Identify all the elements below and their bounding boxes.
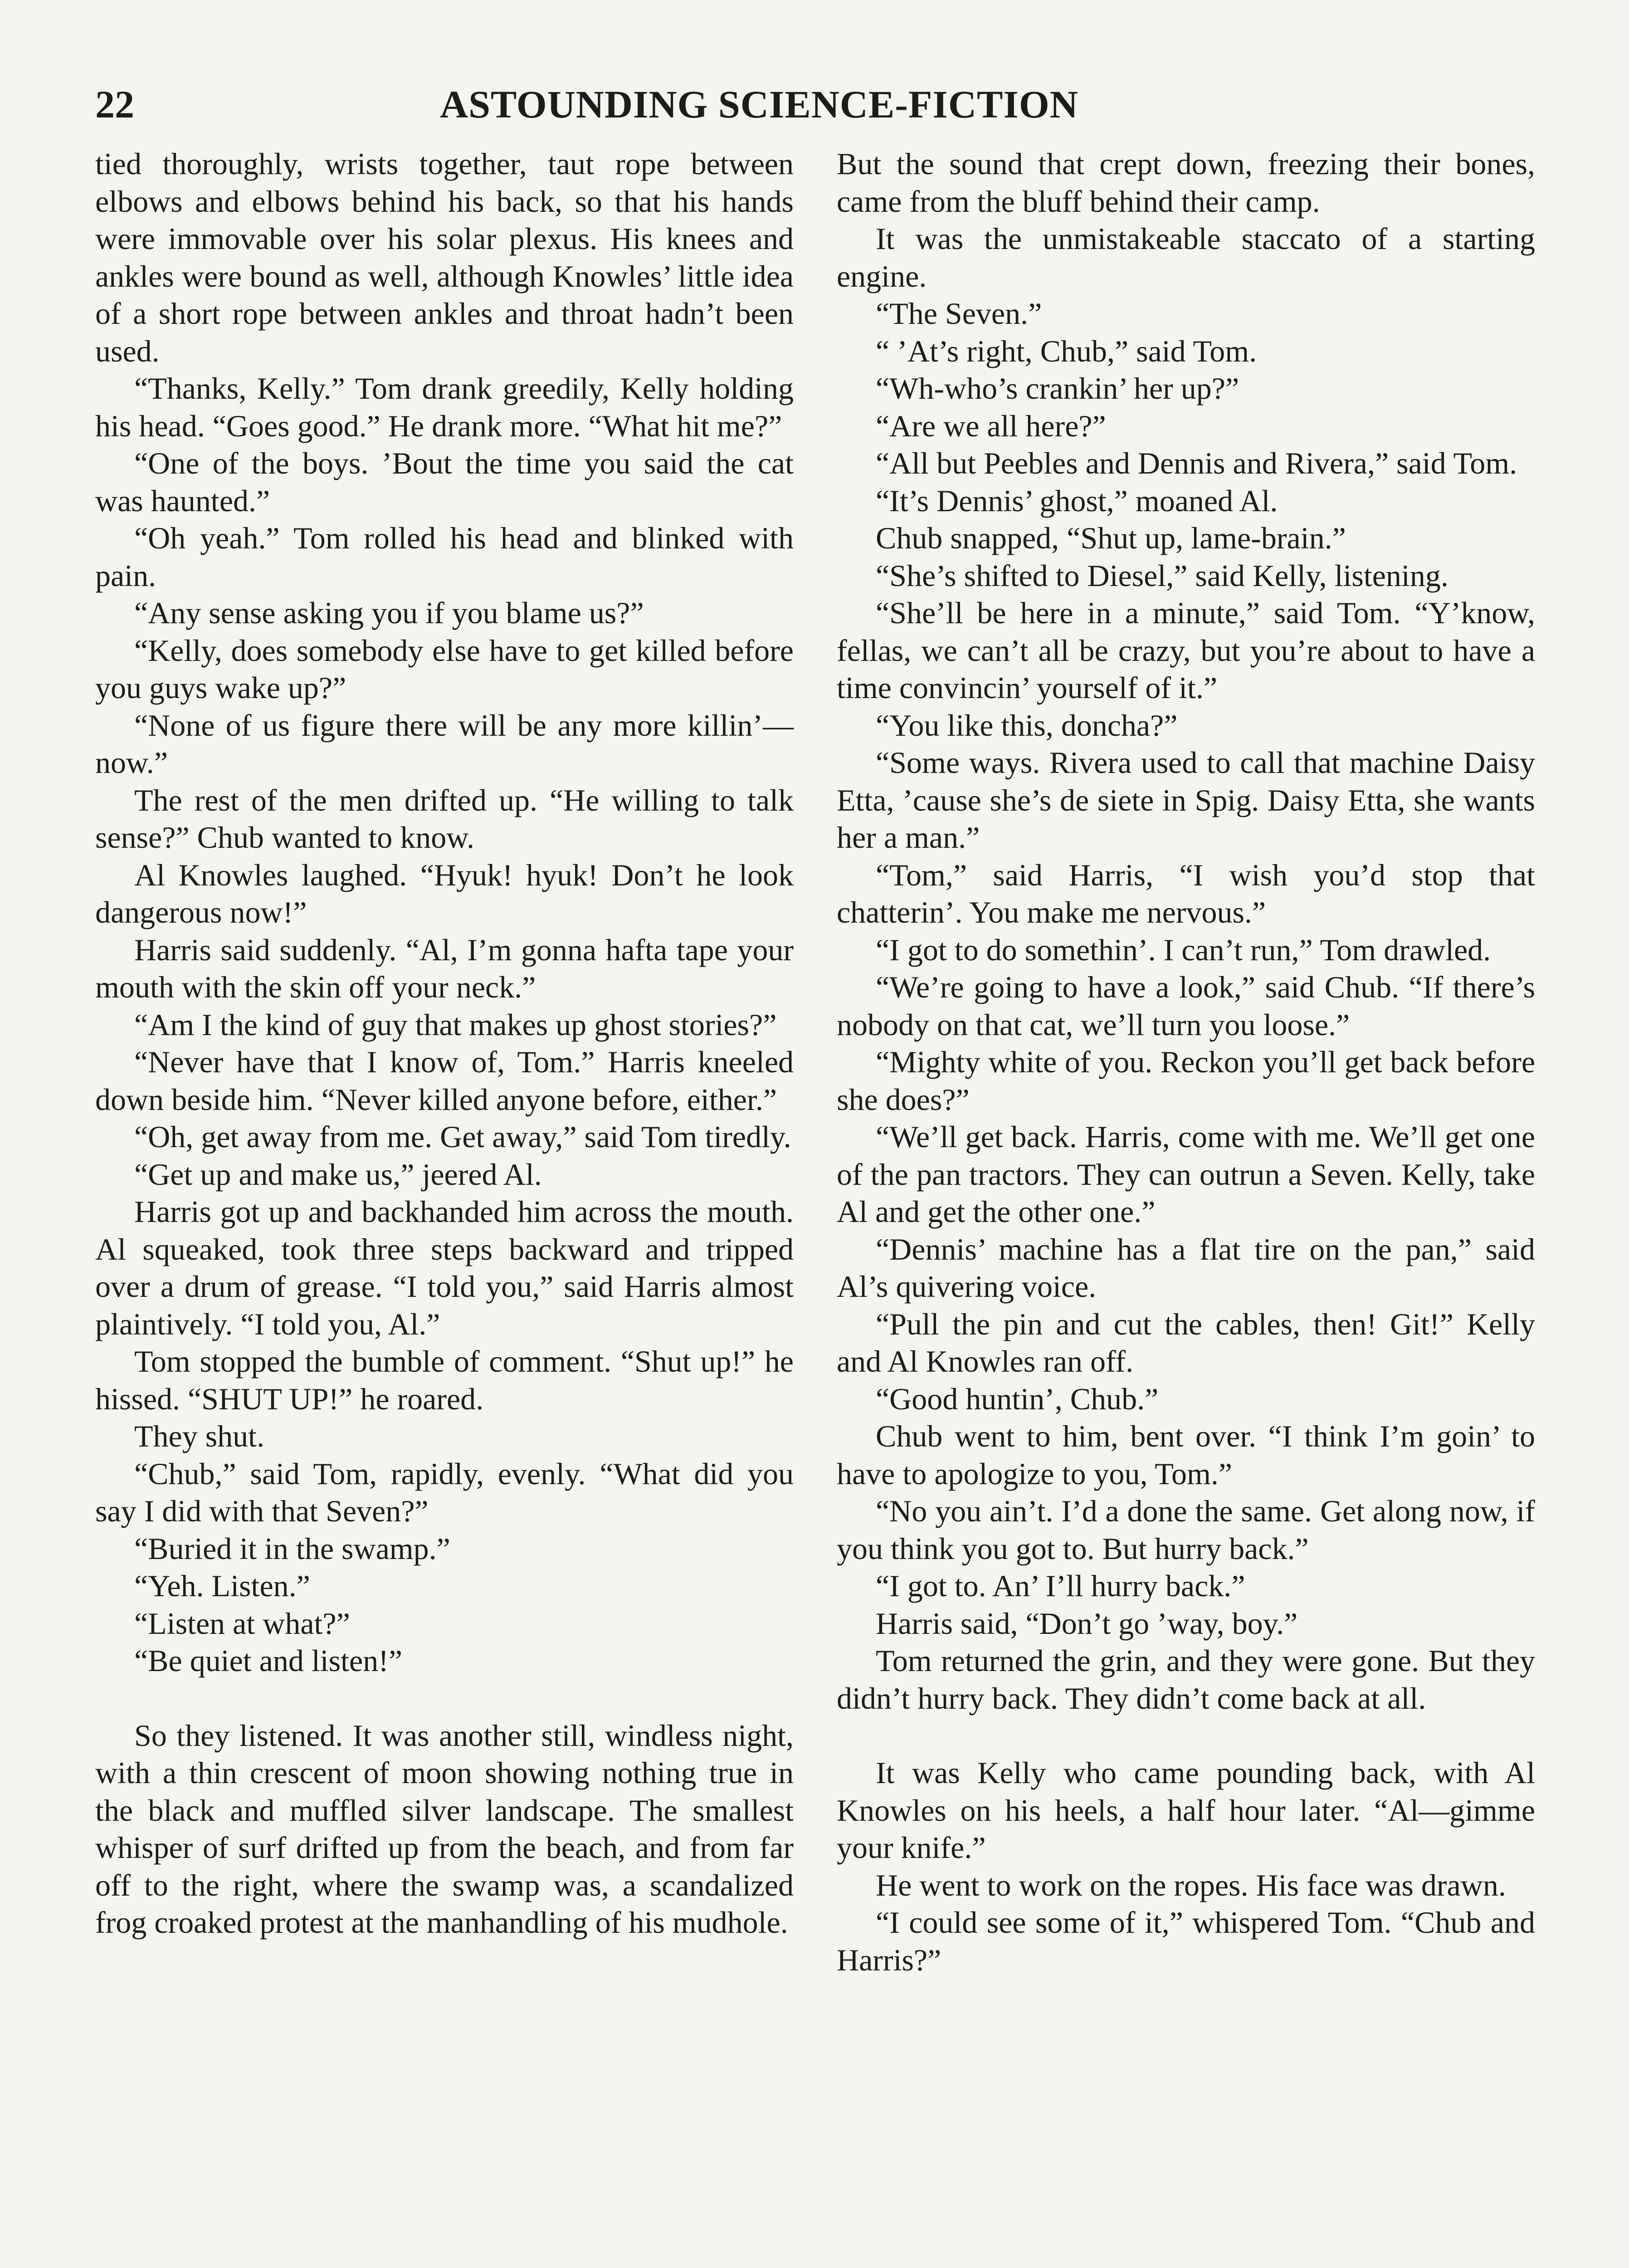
paragraph: tied thoroughly, wrists together, taut rope between elbows and elbows behind his back, so that his hands were immovable over his solar plexus. His knees and ankles were bound as well, although Knowles’ little idea of a short rope between ankles and throat hadn’t been used. xyxy=(95,147,794,368)
paragraph: “I could see some of it,” whispered Tom. “Chub and Harris?” xyxy=(837,1905,1535,1977)
paragraph: “Listen at what?” xyxy=(134,1606,350,1641)
paragraph: “Kelly, does somebody else have to get killed before you guys wake up?” xyxy=(95,633,794,705)
paragraph: He went to work on the ropes. His face was drawn. xyxy=(876,1867,1506,1902)
paragraph: Tom stopped the bumble of comment. “Shut up!” he hissed. “SHUT UP!” he roared. xyxy=(95,1344,794,1416)
paragraph: Harris said suddenly. “Al, I’m gonna hafta tape your mouth with the skin off your neck.” xyxy=(95,932,794,1004)
paragraph: Harris said, “Don’t go ’way, boy.” xyxy=(876,1606,1298,1641)
paragraph: “Buried it in the swamp.” xyxy=(134,1531,450,1566)
paragraph: “She’ll be here in a minute,” said Tom. “Y’know, fellas, we can’t all be crazy, but you’re about to have a time convincin’ yourself of it.” xyxy=(837,596,1535,705)
paragraph: “Pull the pin and cut the cables, then! Git!” Kelly and Al Knowles ran off. xyxy=(837,1306,1535,1378)
running-head: ASTOUNDING SCIENCE-FICTION xyxy=(440,83,1078,126)
paragraph: “Thanks, Kelly.” Tom drank greedily, Kelly holding his head. “Goes good.” He drank more. “What hit me?” xyxy=(95,371,794,443)
paragraph: “Oh yeah.” Tom rolled his head and blinked with pain. xyxy=(95,521,794,593)
paragraph: “Good huntin’, Chub.” xyxy=(876,1381,1159,1416)
paragraph: Harris got up and backhanded him across the mouth. Al squeaked, took three steps backward and tripped over a drum of grease. “I told you,” said Harris almost plaintively. “I told you, Al.” xyxy=(95,1194,794,1341)
paragraph: “Chub,” said Tom, rapidly, evenly. “What did you say I did with that Seven?” xyxy=(95,1456,794,1528)
paragraph: It was Kelly who came pounding back, with Al Knowles on his heels, a half hour later. “Al—gimme your knife.” xyxy=(837,1755,1535,1865)
paragraph: So they listened. It was another still, windless night, with a thin crescent of moon showing nothing true in the black and muffled silver landscape. The smallest whisper of surf drifted up from the beach, and from far off to the right, where the swamp was, a scandalized frog croaked protest at the manhandling of his mudhole. xyxy=(95,1718,794,1940)
paragraph: “You like this, doncha?” xyxy=(876,708,1178,743)
section-break xyxy=(95,1680,794,1717)
paragraph: “Tom,” said Harris, “I wish you’d stop that chatterin’. You make me nervous.” xyxy=(837,857,1535,929)
section-break xyxy=(837,1717,1535,1754)
paragraph: “All but Peebles and Dennis and Rivera,” said Tom. xyxy=(876,446,1517,480)
paragraph: “One of the boys. ’Bout the time you said the cat was haunted.” xyxy=(95,446,794,518)
paragraph: “ ’At’s right, Chub,” said Tom. xyxy=(876,333,1257,368)
paragraph: “Wh-who’s crankin’ her up?” xyxy=(876,371,1239,406)
paragraph: “Dennis’ machine has a flat tire on the pan,” said Al’s quivering voice. xyxy=(837,1232,1535,1304)
paragraph: Chub snapped, “Shut up, lame-brain.” xyxy=(876,521,1346,555)
paragraph: “Never have that I know of, Tom.” Harris kneeled down beside him. “Never killed anyone before, either.” xyxy=(95,1045,794,1117)
paragraph: “Oh, get away from me. Get away,” said Tom tiredly. xyxy=(134,1119,791,1154)
paragraph: “Yeh. Listen.” xyxy=(134,1569,310,1603)
left-column xyxy=(95,145,794,1941)
paragraph: “We’re going to have a look,” said Chub. “If there’s nobody on that cat, we’ll turn you loose.” xyxy=(837,970,1535,1042)
page-header xyxy=(95,79,1537,129)
paragraph: But the sound that crept down, freezing their bones, came from the bluff behind their camp. xyxy=(837,147,1535,219)
paragraph: “It’s Dennis’ ghost,” moaned Al. xyxy=(876,483,1278,518)
paragraph: “Mighty white of you. Reckon you’ll get back before she does?” xyxy=(837,1045,1535,1117)
paragraph: It was the unmistakeable staccato of a starting engine. xyxy=(837,221,1535,293)
paragraph: The rest of the men drifted up. “He willing to talk sense?” Chub wanted to know. xyxy=(95,782,794,855)
paragraph: “Get up and make us,” jeered Al. xyxy=(134,1157,542,1192)
page-number: 22 xyxy=(95,83,134,126)
paragraph: “I got to. An’ I’ll hurry back.” xyxy=(876,1569,1245,1603)
paragraph: Al Knowles laughed. “Hyuk! hyuk! Don’t he look dangerous now!” xyxy=(95,857,794,929)
paragraph: “Some ways. Rivera used to call that machine Daisy Etta, ’cause she’s de siete in Spig. Daisy Etta, she wants her a man.” xyxy=(837,745,1535,855)
paragraph: “The Seven.” xyxy=(876,296,1042,331)
paragraph: “Are we all here?” xyxy=(876,408,1106,443)
paragraph: Chub went to him, bent over. “I think I’m goin’ to have to apologize to you, Tom.” xyxy=(837,1419,1535,1491)
paragraph: Tom returned the grin, and they were gone. But they didn’t hurry back. They didn’t come back at all. xyxy=(837,1643,1535,1716)
paragraph: “Am I the kind of guy that makes up ghost stories?” xyxy=(134,1007,777,1042)
paragraph: “Any sense asking you if you blame us?” xyxy=(134,596,644,630)
paragraph: “No you ain’t. I’d a done the same. Get along now, if you think you got to. But hurry back.” xyxy=(837,1494,1535,1566)
paragraph: They shut. xyxy=(134,1419,265,1453)
paragraph: “I got to do somethin’. I can’t run,” Tom drawled. xyxy=(876,932,1491,967)
paragraph: “We’ll get back. Harris, come with me. We’ll get one of the pan tractors. They can outrun a Seven. Kelly, take Al and get the other one.” xyxy=(837,1119,1535,1229)
paragraph: “None of us figure there will be any more killin’—now.” xyxy=(95,708,794,780)
right-column xyxy=(837,145,1535,1979)
paragraph: “She’s shifted to Diesel,” said Kelly, listening. xyxy=(876,558,1449,593)
paragraph: “Be quiet and listen!” xyxy=(134,1643,403,1678)
